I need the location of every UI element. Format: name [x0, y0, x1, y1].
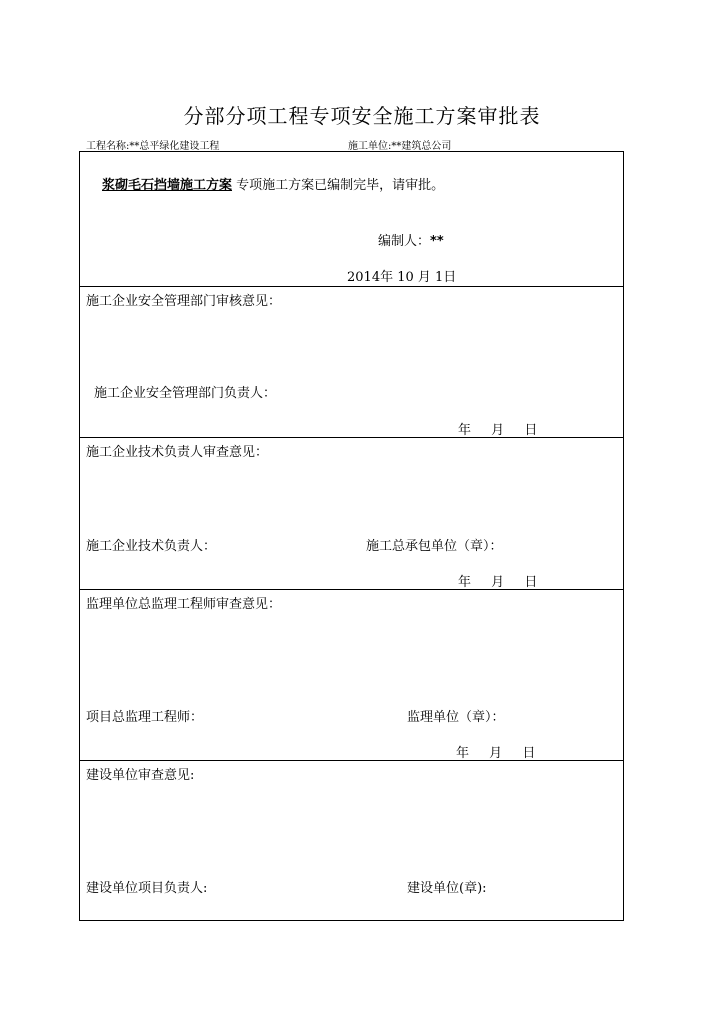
construction-unit-value: **建筑总公司: [391, 141, 452, 152]
construction-unit-label: 施工单位:: [348, 141, 392, 152]
supervisor-date: [456, 742, 535, 761]
project-name-field: [86, 137, 219, 152]
row-divider: [80, 589, 623, 590]
date-month: 月: [489, 746, 503, 761]
supervisor-heading: 监理单位总监理工程师审查意见：: [86, 597, 282, 612]
tech-lead-heading: 施工企业技术负责人审查意见：: [86, 445, 269, 460]
tech-lead-date: [458, 571, 537, 590]
general-contractor-stamp-label: 施工总承包单位（章）：: [366, 539, 503, 554]
plan-name: 浆砌毛石挡墙施工方案: [102, 178, 233, 193]
author-label: 编制人：: [378, 234, 431, 249]
tech-lead-signer-label: 施工企业技术负责人：: [86, 539, 217, 554]
date-year: 年: [456, 746, 470, 761]
date-month: 月: [491, 423, 505, 438]
submission-text: 专项施工方案已编制完毕，请审批。: [236, 178, 445, 193]
submission-statement: [102, 174, 444, 193]
date-day: 日: [522, 746, 536, 761]
project-name-value: **总平绿化建设工程: [129, 141, 220, 152]
row-divider: [80, 437, 623, 438]
page-title: 分部分项工程专项安全施工方案审批表: [183, 104, 541, 128]
row-divider: [80, 286, 623, 287]
supervision-unit-stamp-label: 监理单位（章）：: [407, 710, 505, 725]
submission-date: 2014年 10 月 1日: [347, 270, 457, 285]
construction-unit-field: [348, 137, 451, 152]
date-month: 月: [491, 575, 505, 590]
approval-form-table: [79, 151, 624, 921]
chief-supervisor-signer-label: 项目总监理工程师：: [86, 710, 204, 725]
author-value: **: [430, 234, 444, 249]
safety-dept-date: [458, 419, 537, 438]
row-divider: [80, 760, 623, 761]
owner-unit-stamp-label: 建设单位(章):: [407, 881, 487, 896]
safety-dept-heading: 施工企业安全管理部门审核意见：: [86, 294, 282, 309]
author-field: [378, 230, 444, 249]
safety-dept-signer-label: 施工企业安全管理部门负责人：: [94, 386, 277, 401]
owner-heading: 建设单位审查意见:: [86, 768, 195, 783]
date-day: 日: [524, 575, 538, 590]
date-day: 日: [524, 423, 538, 438]
date-year: 年: [458, 423, 472, 438]
project-name-label: 工程名称:: [86, 141, 130, 152]
owner-signer-label: 建设单位项目负责人:: [86, 881, 208, 896]
date-year: 年: [458, 575, 472, 590]
